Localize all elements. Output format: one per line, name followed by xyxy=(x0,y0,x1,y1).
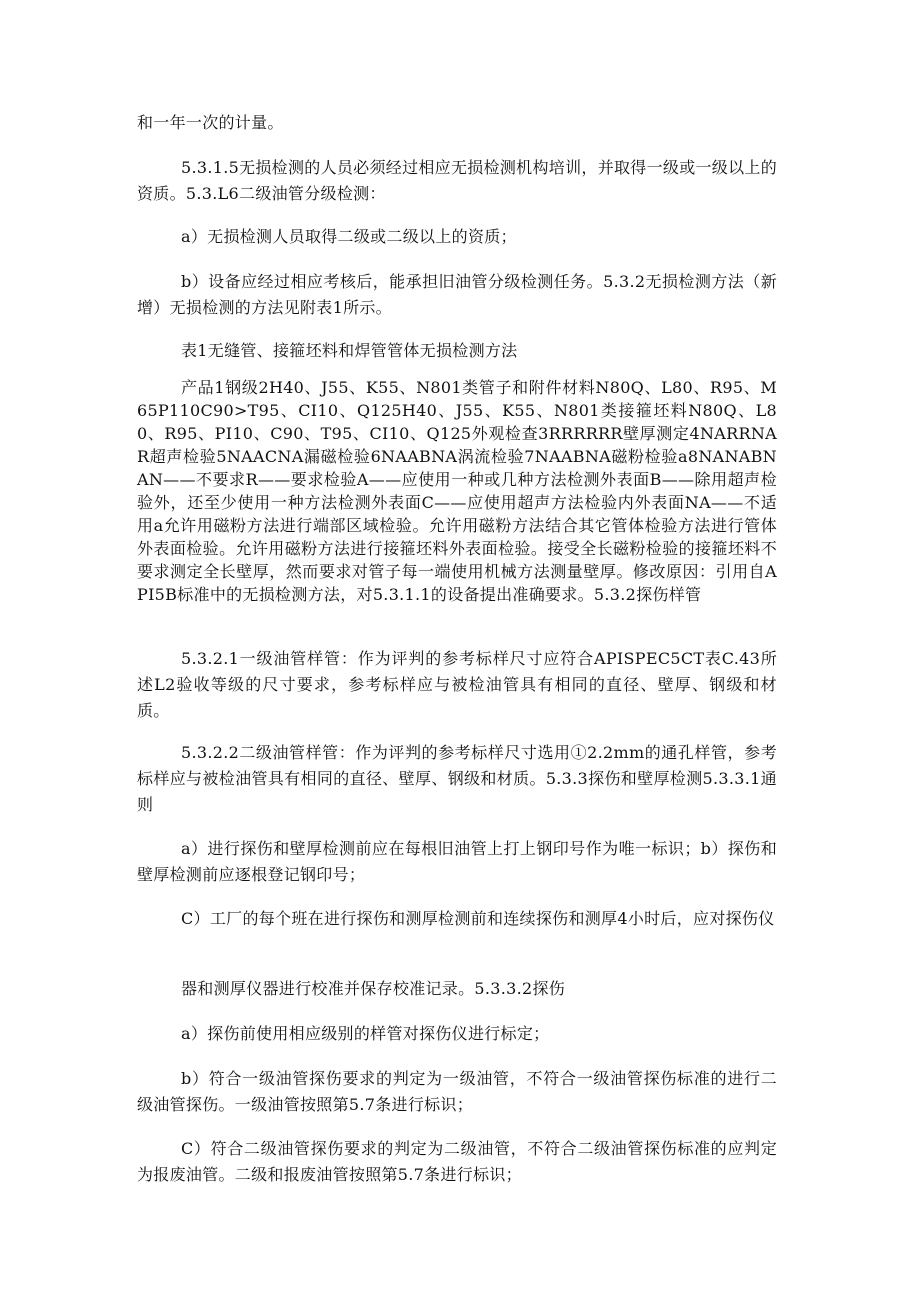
paragraph-11: a）探伤前使用相应级别的样管对探伤仪进行标定； xyxy=(181,1024,550,1043)
paragraph-10: 器和测厚仪器进行校准并保存校准记录。5.3.3.2探伤 xyxy=(181,979,566,998)
paragraph-3: b）设备应经过相应考核后，能承担旧油管分级检测任务。5.3.2无损检测方法（新增）无损检测的方法见附表1所示。 xyxy=(137,272,777,317)
paragraph-12: b）符合一级油管探伤要求的判定为一级油管，不符合一级油管探伤标准的进行二级油管探伤。一级油管按照第5.7条进行标识； xyxy=(137,1069,777,1114)
paragraph-6: 5.3.2.1一级油管样管：作为评判的参考标样尺寸应符合APISPEC5CT表C.43所述L2验收等级的尺寸要求，参考标样应与被检油管具有相同的直径、壁厚、钢级和材质。 xyxy=(137,649,777,720)
paragraph-5: 产品1钢级2H40、J55、K55、N801类管子和附件材料N80Q、L80、R95、M65P110C90>T95、CI10、Q125H40、J55、K55、N801类接箍坯料N80Q、L80、R95、PI10、C90、T95、CI10、Q125外观检查3RRRRRR壁厚测定4NARRNAR超声检验5NAACNA漏磁检验6NAABNA涡流检验7NAABNA磁粉检验a8NANABNAN——不要求R——要求检验A——应使用一种或几种方法检测外表面B——除用超声检验外，还至少使用一种方法检测外表面C——应使用超声方法检验内外表面NA——不适用a允许用磁粉方法进行端部区域检验。允许用磁粉方法结合其它管体检验方法进行管体外表面检验。允许用磁粉方法进行接箍坯料外表面检验。接受全长磁粉检验的接箍坯料不要求测定全长壁厚，然而要求对管子每一端使用机械方法测量壁厚。修改原因：引用自API5B标准中的无损检测方法，对5.3.1.1的设备提出准确要求。5.3.2探伤样管 xyxy=(137,378,777,604)
paragraph-9: C）工厂的每个班在进行探伤和测厚检测前和连续探伤和测厚4小时后，应对探伤仪 xyxy=(181,909,775,928)
paragraph-8: a）进行探伤和壁厚检测前应在每根旧油管上打上钢印号作为唯一标识；b）探伤和壁厚检测前应逐根登记钢印号； xyxy=(137,839,777,884)
paragraph-13: C）符合二级油管探伤要求的判定为二级油管，不符合二级油管探伤标准的应判定为报废油管。二级和报废油管按照第5.7条进行标识； xyxy=(137,1139,777,1184)
paragraph-2: a）无损检测人员取得二级或二级以上的资质； xyxy=(181,227,517,246)
paragraph-0: 和一年一次的计量。 xyxy=(137,113,284,132)
table-caption: 表1无缝管、接箍坯料和焊管管体无损检测方法 xyxy=(181,341,518,360)
paragraph-7: 5.3.2.2二级油管样管：作为评判的参考标样尺寸选用①2.2mm的通孔样管，参考标样应与被检油管具有相同的直径、壁厚、钢级和材质。5.3.3探伤和壁厚检测5.3.3.1通则 xyxy=(137,743,777,814)
paragraph-1: 5.3.1.5无损检测的人员必须经过相应无损检测机构培训，并取得一级或一级以上的资质。5.3.L6二级油管分级检测： xyxy=(137,158,777,203)
